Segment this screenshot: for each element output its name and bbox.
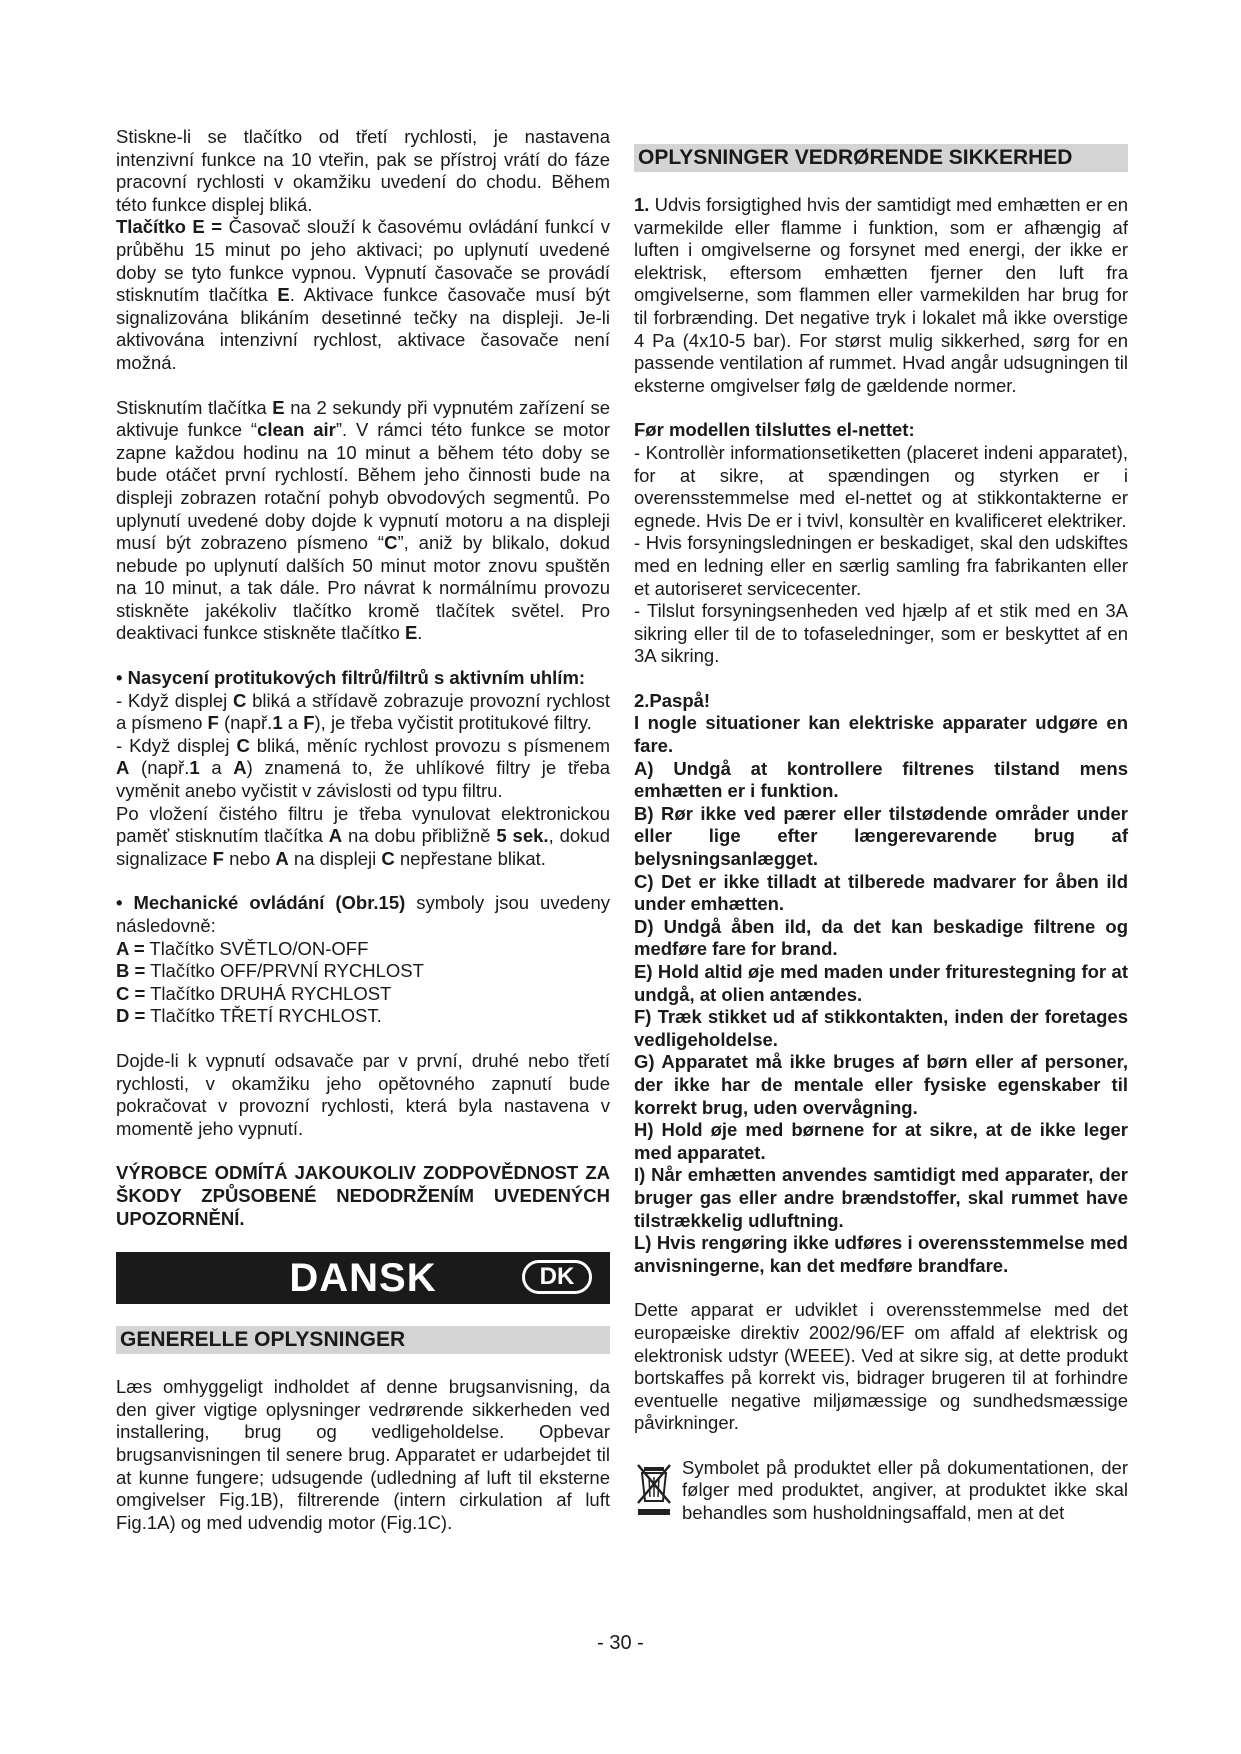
weee-paragraph: Dette apparat er udviklet i overensstemmelse med det europæiske direktiv 2002/96/EF om affald af elektrisk og elektronisk udstyr (WEEE). Ved at sikre sig, at dette produkt bortskaffes på korrekt vis, bidrager brugeren til at forhindre eventuelle negative miljømæssige og sundhedsmæssige påvirkninger.: [634, 1299, 1128, 1434]
warning-item: G) Apparatet må ikke bruges af børn eller af personer, der ikke har de mentale eller fysiske egenskaber til korrekt brug, uden overvågning.: [634, 1051, 1128, 1118]
disclaimer: VÝROBCE ODMÍTÁ JAKOUKOLIV ZODPOVĚDNOST ZA ŠKODY ZPŮSOBENÉ NEDODRŽENÍM UVEDENÝCH UPOZORNĚNÍ.: [116, 1162, 610, 1229]
warning-item: L) Hvis rengøring ikke udføres i overensstemmelse med anvisningerne, kan det medføre brandfare.: [634, 1232, 1128, 1276]
warning-item: A) Undgå at kontrollere filtrenes tilstand mens emhætten er i funktion.: [634, 757, 1128, 802]
control-item-c: C = Tlačítko DRUHÁ RYCHLOST: [116, 982, 392, 1004]
clean-air-paragraph: Stisknutím tlačítka E na 2 sekundy při vypnutém zařízení se aktivuje funkce “clean air”. V rámci této funkce se motor zapne každou hodinu na 10 minut a během této doby se bude otáčet první rychlostí. Během jeho činnosti bude na displeji zobrazen rotační pohyb obvodových segmentů. Po uplynutí uvedené doby dojde k vypnutí motoru a na displeji musí být zobrazeno písmeno “C”, aniž by blikalo, dokud nebude po uplynutí dalších 50 minut motor znovu spuštěn na 10 minut, a tak dále. Pro návrat k normálnímu provozu stiskněte jakékoliv tlačítko kromě tlačítek světel. Pro deaktivaci funkce stiskněte tlačítko E.: [116, 396, 610, 644]
warning-intro: I nogle situationer kan elektriske apparater udgøre en fare.: [634, 712, 1128, 757]
before-connection-3: - Tilslut forsyningsenheden ved hjælp af et stik med en 3A sikring eller til de to tofaseledninger, som er beskyttet af en 3A sikring.: [634, 600, 1128, 667]
filters-grease-paragraph: - Když displej C bliká a střídavě zobrazuje provozní rychlost a písmeno F (např.1 a F), je třeba vyčistit protitukové filtry.: [116, 689, 610, 734]
safety-point-1: 1. Udvis forsigtighed hvis der samtidigt med emhætten er en varmekilde eller flamme i funktion, som er afhængig af luften i omgivelserne og forsynet med energi, der ikke er elektrisk, eftersom emhætten fjerner den luft fra omgivelserne, som flammen eller varmekilden har brug for til forbrænding. Det negative tryk i lokalet må ikke overstige 4 Pa (4x10-5 bar). For størst mulig sikkerhed, sørg for en passende ventilation af rummet. Hvad angår udsugningen til eksterne omgivelser følg de gældende normer.: [634, 194, 1128, 396]
intensive-paragraph: Stiskne-li se tlačítko od třetí rychlosti, je nastavena intenzivní funkce na 10 vteřin, pak se přístroj vrátí do fáze pracovní rychlosti v okamžiku uvedení do chodu. Během této funkce displej bliká.: [116, 126, 610, 215]
restart-speed-paragraph: Dojde-li k vypnutí odsavače par v první, druhé nebo třetí rychlosti, v okamžiku jeho opětovného zapnutí bude pokračovat v provozní rychlosti, která byla nastavena v momentě jeho vypnutí.: [116, 1049, 610, 1139]
general-info-paragraph: Læs omhyggeligt indholdet af denne brugsanvisning, da den giver vigtige oplysninger vedrørende sikkerheden ved installering, brug og vedligeholdelse. Opbevar brugsanvisningen til senere brug. Apparatet er udarbejdet til at kunne fungere; udsugende (udledning af luft til eksterne omgivelser Fig.1B), filtrerende (intern cirkulation af luft Fig.1A) og med udvendig motor (Fig.1C).: [116, 1376, 610, 1533]
language-banner: [116, 1252, 610, 1304]
safety-heading: OPLYSNINGER VEDRØRENDE SIKKERHED: [634, 144, 1128, 172]
right-column: [634, 144, 1128, 1525]
filters-heading: • Nasycení protitukových filtrů/filtrů s aktivním uhlím:: [116, 667, 586, 689]
left-column: [116, 126, 610, 1534]
mechanical-controls-heading: • Mechanické ovládání (Obr.15) symboly jsou uvedeny následovně:: [116, 892, 610, 936]
control-item-d: D = Tlačítko TŘETÍ RYCHLOST.: [116, 1005, 382, 1027]
filters-reset-paragraph: Po vložení čistého filtru je třeba vynulovat elektronickou paměť stisknutím tlačítka A na dobu přibližně 5 sek., dokud signalizace F nebo A na displeji C nepřestane blikat.: [116, 802, 611, 869]
page-number: - 30 -: [597, 1632, 644, 1654]
control-item-b: B = Tlačítko OFF/PRVNÍ RYCHLOST: [116, 960, 424, 982]
warning-item: C) Det er ikke tilladt at tilberede madvarer for åben ild under emhætten.: [634, 870, 1128, 915]
warning-item: H) Hold øje med børnene for at sikre, at de ikke leger med apparatet.: [634, 1119, 1128, 1163]
general-info-heading: GENERELLE OPLYSNINGER: [116, 1326, 610, 1354]
language-title: DANSK: [289, 1255, 437, 1300]
control-item-a: A = Tlačítko SVĚTLO/ON-OFF: [116, 937, 369, 959]
warning-item: I) Når emhætten anvendes samtidigt med apparater, der bruger gas eller andre brændstoffer, skal rummet have tilstrækkelig udluftning.: [634, 1164, 1128, 1231]
warning-item: F) Træk stikket ud af stikkontakten, inden der foretages vedligeholdelse.: [634, 1006, 1128, 1050]
warning-item: E) Hold altid øje med maden under friturestegning for at undgå, at olien antændes.: [634, 961, 1128, 1005]
symbol-paragraph: Symbolet på produktet eller på dokumentationen, der følger med produktet, angiver, at produktet ikke skal behandles som husholdningsaffald, men at det: [682, 1456, 1128, 1524]
crossed-out-bin-icon: [634, 1461, 674, 1517]
weee-symbol-row: [634, 1457, 1128, 1525]
warning-item: B) Rør ikke ved pærer eller tilstødende områder under eller lige efter længerevarende brug af belysningsanlægget.: [634, 802, 1128, 870]
timer-paragraph: Tlačítko E = Časovač slouží k časovému ovládání funkcí v průběhu 15 minut po jeho aktivaci; po uplynutí uvedené doby se tyto funkce vypnou. Vypnutí časovače se provádí stisknutím tlačítka E. Aktivace funkce časovače musí být signalizována blikáním desetinné tečky na displeji. Je-li aktivována intenzivní rychlost, aktivace časovače není možná.: [116, 216, 611, 373]
before-connection-1: - Kontrollèr informationsetiketten (placeret indeni apparatet), for at sikre, at spændingen og styrken er i overensstemmelse med el-nettet og at stikkontakterne er egnede. Hvis De er i tvivl, konsultèr en kvalificeret elektriker.: [634, 441, 1128, 531]
warning-item: D) Undgå åben ild, da det kan beskadige filtrene og medføre fare for brand.: [634, 915, 1128, 960]
warning-heading: 2.Paspå!: [634, 689, 711, 711]
before-connection-2: - Hvis forsyningsledningen er beskadiget, skal den udskiftes med en ledning eller en særlig samling fra fabrikanten eller et autoriseret servicecenter.: [634, 532, 1128, 599]
before-connection-heading: Før modellen tilsluttes el-nettet:: [634, 419, 915, 441]
language-code-badge: DK: [522, 1260, 592, 1294]
filters-carbon-paragraph: - Když displej C bliká, měníc rychlost provozu s písmenem A (např.1 a A) znamená to, že uhlíkové filtry je třeba vyměnit anebo vyčistit v závislosti od typu filtru.: [116, 734, 611, 802]
